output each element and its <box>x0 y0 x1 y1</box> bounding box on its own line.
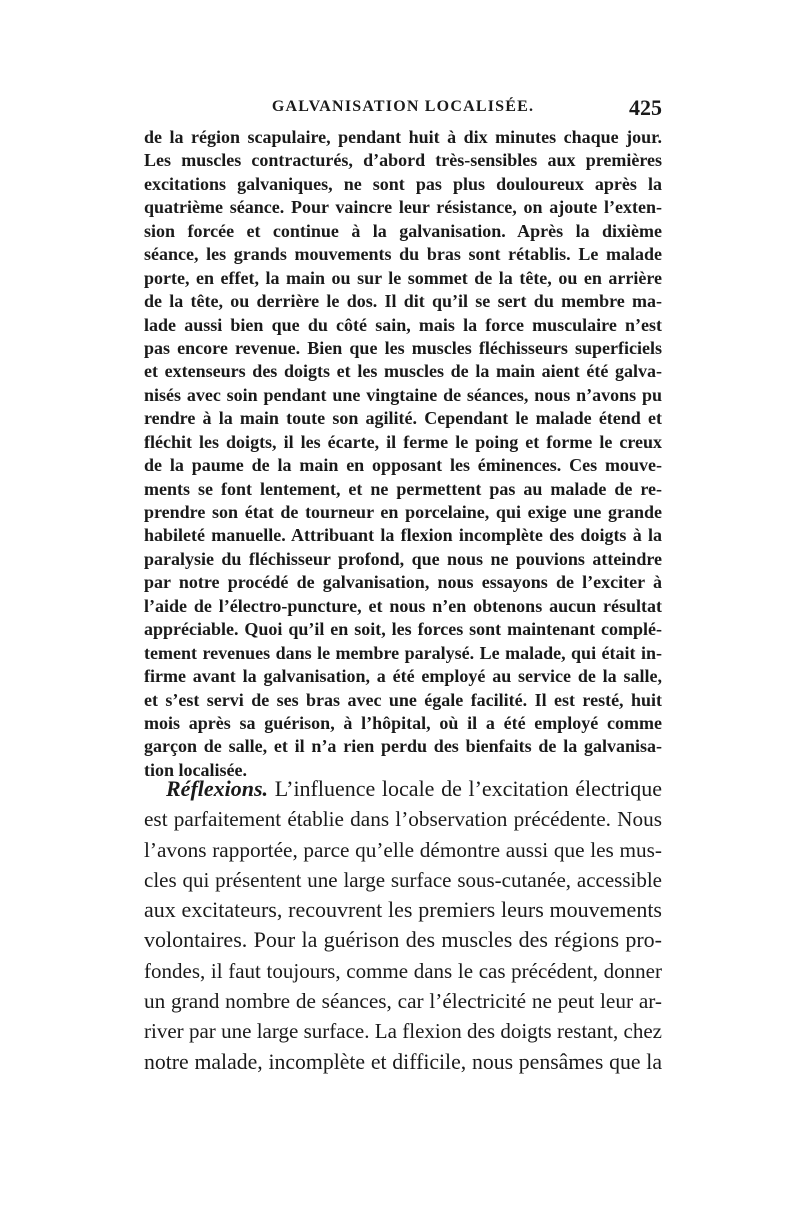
page-header <box>144 95 662 126</box>
text-line: par notre procédé de galvanisation, nous essayons de l’exciter à <box>144 572 662 593</box>
text-line: lade aussi bien que du côté sain, mais la force musculaire n’est <box>144 314 662 335</box>
text-line: fondes, il faut toujours, comme dans le cas précédent, donner <box>144 958 662 983</box>
text-line: sion forcée et continue à la galvanisation. Après la dixième <box>144 220 662 241</box>
first-line-text: L’influence locale de l’excitation électrique <box>274 776 663 801</box>
text-line: l’aide de l’électro-puncture, et nous n’en obtenons aucun résultat <box>144 595 662 616</box>
text-line: l’avons rapportée, parce qu’elle démontre aussi que les mus- <box>144 837 662 862</box>
text-line: et extenseurs des doigts et les muscles de la main aient été galva- <box>144 361 662 382</box>
observation-paragraph <box>144 126 662 782</box>
text-line: de la tête, ou derrière le dos. Il dit qu’il se sert du membre ma- <box>144 291 662 312</box>
text-line: tion localisée. <box>144 759 247 780</box>
text-line: quatrième séance. Pour vaincre leur résistance, on ajoute l’exten- <box>144 197 662 218</box>
running-title: GALVANISATION LOCALISÉE. <box>271 98 535 115</box>
text-line: habileté manuelle. Attribuant la flexion incomplète des doigts à la <box>144 525 662 546</box>
text-line: pas encore revenue. Bien que les muscles fléchisseurs superficiels <box>144 337 662 358</box>
text-line: fléchit les doigts, il les écarte, il ferme le poing et forme le creux <box>144 431 662 452</box>
text-line: rendre à la main toute son agilité. Cependant le malade étend et <box>144 408 662 429</box>
text-line: un grand nombre de séances, car l’électricité ne peut leur ar- <box>144 989 662 1014</box>
text-line: prendre son état de tourneur en porcelaine, qui exige une grande <box>144 502 662 522</box>
run-in-heading: Réflexions. <box>166 776 269 801</box>
text-line: notre malade, incomplète et difficile, nous pensâmes que la <box>144 1049 662 1074</box>
text-line: séance, les grands mouvements du bras sont rétablis. Le malade <box>144 244 662 265</box>
text-line: de la région scapulaire, pendant huit à dix minutes chaque jour. <box>144 127 662 147</box>
text-line: est parfaitement établie dans l’observation précédente. Nous <box>144 807 662 832</box>
text-line: firme avant la galvanisation, a été employé au service de la salle, <box>144 666 662 687</box>
text-line: tement revenues dans le membre paralysé. Le malade, qui était in- <box>144 642 662 663</box>
text-line: mois après sa guérison, à l’hôpital, où il a été employé comme <box>144 712 662 733</box>
text-line: volontaires. Pour la guérison des muscles des régions pro- <box>144 927 662 953</box>
text-line: et s’est servi de ses bras avec une égale facilité. Il est resté, huit <box>144 689 662 710</box>
text-line: aux excitateurs, recouvrent les premiers leurs mouvements <box>144 897 662 923</box>
text-line: de la paume de la main en opposant les éminences. Ces mouve- <box>144 455 662 476</box>
text-line: porte, en effet, la main ou sur le sommet de la tête, ou en arrière <box>144 267 662 288</box>
text-line: paralysie du fléchisseur profond, que nous ne pouvions atteindre <box>144 548 662 569</box>
text-line: Les muscles contracturés, d’abord très-sensibles aux premières <box>144 150 662 171</box>
text-line: excitations galvaniques, ne sont pas plus douloureux après la <box>144 173 662 194</box>
reflections-paragraph <box>144 774 662 1077</box>
text-line: ments se font lentement, et ne permettent pas au malade de re- <box>144 478 662 499</box>
text-line: river par une large surface. La flexion des doigts restant, chez <box>144 1019 662 1044</box>
text-line: nisés avec soin pendant une vingtaine de séances, nous n’avons pu <box>144 384 662 405</box>
text-line: garçon de salle, et il n’a rien perdu des bienfaits de la galvanisa- <box>144 736 662 757</box>
text-line: cles qui présentent une large surface sous-cutanée, accessible <box>144 867 662 892</box>
text-line: appréciable. Quoi qu’il en soit, les forces sont maintenant complé- <box>144 619 662 640</box>
page-number: 425 <box>629 95 662 120</box>
paragraph-first-line <box>144 774 662 804</box>
